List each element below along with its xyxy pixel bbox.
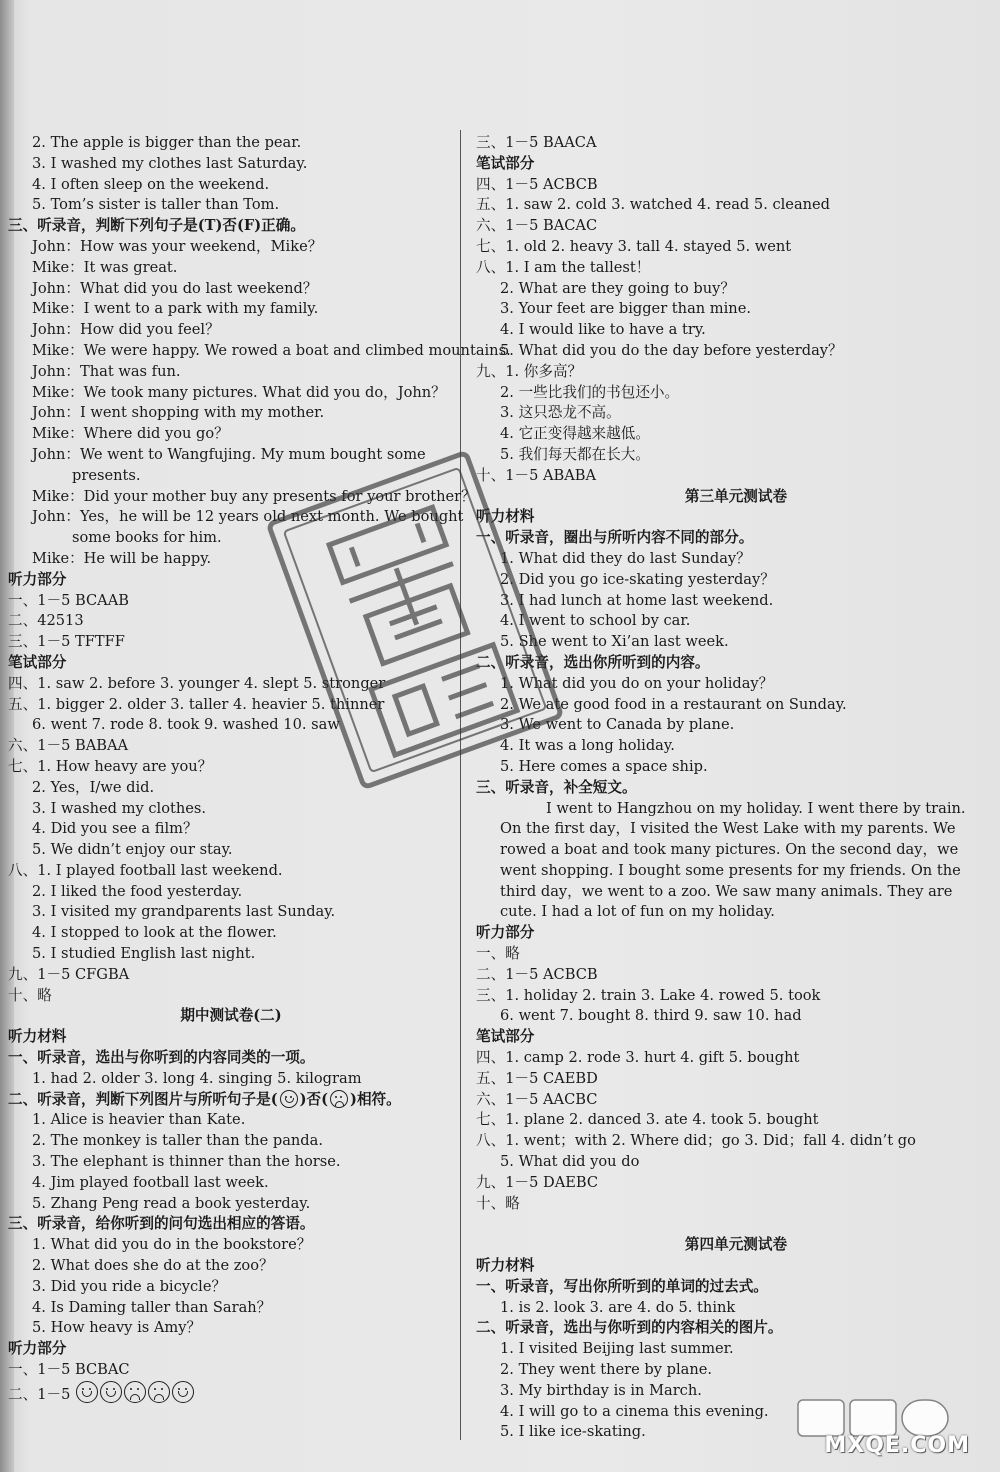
right-column-line: 三、1. holiday 2. train 3. Lake 4. rowed 5. took	[476, 986, 821, 1004]
left-column-line: Mike：It was great.	[32, 258, 178, 276]
left-column-line: 二、42513	[8, 612, 84, 630]
left-column-line: 4. Did you see a film？	[32, 820, 198, 838]
right-column-line: 一、听录音，圈出与所听内容不同的部分。	[476, 529, 754, 547]
left-column-line: 五、1. bigger 2. older 3. taller 4. heavier 5. thinner	[8, 695, 385, 713]
right-column-line: 七、1. old 2. heavy 3. tall 4. stayed 5. went	[476, 237, 792, 255]
frowning-face-icon	[124, 1381, 146, 1403]
right-column-line: 九、1－5 DAEBC	[476, 1173, 599, 1191]
left-column-line: 3. I washed my clothes last Saturday.	[32, 154, 308, 172]
left-column-line: 4. Is Daming taller than Sarah？	[32, 1298, 272, 1316]
right-column-line: 一、略	[476, 945, 520, 963]
right-column-line: 五、1－5 CAEBD	[476, 1069, 598, 1087]
left-column-line: Mike：Where did you go？	[32, 425, 229, 443]
smiley-face-icon	[280, 1090, 298, 1108]
left-column-line: 期中测试卷(二)	[180, 1007, 282, 1025]
right-column-line: 听力材料	[476, 1257, 535, 1275]
right-column-line: rowed a boat and took many pictures. On the second day，we	[500, 841, 959, 859]
left-column-line: 一、1－5 BCAAB	[8, 591, 129, 609]
left-column-line: 三、听录音，给你听到的问句选出相应的答语。	[8, 1215, 315, 1233]
right-column-line: 2. 一些比我们的书包还小。	[500, 383, 680, 401]
left-column-line: 2. The monkey is taller than the panda.	[32, 1132, 323, 1150]
left-column-line: Mike：Did your mother buy any presents for your brother？	[32, 487, 476, 505]
right-column-line: 六、1－5 BACAC	[476, 217, 598, 235]
right-column-line: 第三单元测试卷	[684, 487, 788, 505]
right-column-line: cute. I had a lot of fun on my holiday.	[500, 903, 775, 921]
right-column-line: 3. We went to Canada by plane.	[500, 716, 735, 734]
right-column-line: 九、1. 你多高？	[476, 362, 583, 380]
column-divider	[460, 130, 461, 1440]
right-column-line: 听力部分	[476, 924, 535, 942]
left-column-line: 1. What did you do in the bookstore？	[32, 1236, 312, 1254]
right-column-line: 2. We ate good food in a restaurant on Sunday.	[500, 695, 847, 713]
right-column	[476, 133, 996, 1443]
right-column-line: 二、听录音，选出你所听到的内容。	[476, 653, 710, 671]
right-column-line: 四、1－5 ACBCB	[476, 175, 598, 193]
frowning-face-icon	[330, 1090, 348, 1108]
left-column-line: John：How was your weekend，Mike？	[32, 237, 323, 255]
left-column-line: 一、听录音，选出与你听到的内容同类的一项。	[8, 1049, 315, 1067]
left-column-line: 5. How heavy is Amy？	[32, 1319, 202, 1337]
right-column-line: 5. I like ice-skating.	[500, 1423, 646, 1441]
left-column-line: Mike：We were happy. We rowed a boat and climbed mountains.	[32, 341, 511, 359]
right-column-line: 六、1－5 AACBC	[476, 1090, 598, 1108]
left-column-line: Mike：He will be happy.	[32, 549, 212, 567]
left-column-line: John：How did you feel？	[32, 321, 220, 339]
right-column-line: 1. What did they do last Sunday？	[500, 549, 751, 567]
right-column-line: 4. I will go to a cinema this evening.	[500, 1402, 769, 1420]
left-column-line: 九、1－5 CFGBA	[8, 965, 130, 983]
site-watermark	[788, 1396, 988, 1466]
right-column-line: 三、1－5 BAACA	[476, 134, 597, 151]
left-column-line: 笔试部分	[8, 653, 67, 671]
right-column-line: 4. 它正变得越来越低。	[500, 425, 650, 443]
right-column-line: 4. I would like to have a try.	[500, 321, 706, 339]
smiley-face-icon	[100, 1381, 122, 1403]
left-column-line: Mike：I went to a park with my family.	[32, 300, 319, 318]
right-column-line: 第四单元测试卷	[684, 1236, 788, 1254]
left-column-line: 六、1－5 BABAA	[8, 737, 129, 755]
right-column-line: 十、略	[476, 1194, 520, 1212]
left-column-line: John：That was fun.	[32, 362, 181, 380]
left-column-line: 3. The elephant is thinner than the horse.	[32, 1153, 341, 1171]
right-column-line: 2. What are they going to buy？	[500, 279, 735, 297]
left-column-line: 三、1－5 TFTFF	[8, 633, 125, 651]
right-column-line: 1. What did you do on your holiday？	[500, 674, 774, 692]
left-column-line: John：What did you do last weekend？	[32, 279, 318, 297]
left-column-line: presents.	[72, 466, 141, 484]
left-column-line: John：I went shopping with my mother.	[32, 404, 325, 422]
left-column-line: 5. Tom’s sister is taller than Tom.	[32, 196, 280, 214]
left-column-line: 七、1. How heavy are you？	[8, 757, 213, 775]
left-column-line: 3. Did you ride a bicycle？	[32, 1277, 227, 1295]
right-column-line	[476, 1214, 996, 1235]
left-column-line: 6. went 7. rode 8. took 9. washed 10. saw	[32, 716, 340, 734]
left-column-line: 一、1－5 BCBAC	[8, 1361, 130, 1379]
left-column-line: 4. Jim played football last week.	[32, 1173, 269, 1191]
right-column-line: 四、1. camp 2. rode 3. hurt 4. gift 5. bought	[476, 1049, 800, 1067]
left-column-line: 4. I often sleep on the weekend.	[32, 175, 270, 193]
right-column-line: 4. It was a long holiday.	[500, 737, 675, 755]
right-column-line: 5. What did you do	[500, 1153, 640, 1171]
right-column-line: 八、1. went；with 2. Where did；go 3. Did；fall 4. didn’t go	[476, 1132, 916, 1150]
frowning-face-icon	[148, 1381, 170, 1403]
right-column-line: 一、听录音，写出你所听到的单词的过去式。	[476, 1277, 768, 1295]
right-column-line: 5. She went to Xi’an last week.	[500, 633, 729, 651]
left-column-line: John：We went to Wangfujing. My mum bought some	[32, 445, 426, 463]
right-column-line: 二、1－5 ACBCB	[476, 965, 598, 983]
right-column-line: 八、1. I am the tallest！	[476, 258, 651, 276]
left-column-line: some books for him.	[72, 529, 222, 547]
left-column-line: 十、略	[8, 986, 52, 1004]
right-column-line: 3. 这只恐龙不高。	[500, 404, 621, 422]
left-column-line: 听力部分	[8, 570, 67, 588]
right-column-line: 3. Your feet are bigger than mine.	[500, 300, 751, 318]
left-column-line: 2. The apple is bigger than the pear.	[32, 134, 302, 151]
left-column-line: 听力材料	[8, 1028, 67, 1046]
right-column-line: 笔试部分	[476, 1028, 535, 1046]
right-column-line: third day，we went to a zoo. We saw many animals. They are	[500, 882, 953, 900]
smiley-face-icon	[172, 1381, 194, 1403]
right-column-line: 6. went 7. bought 8. third 9. saw 10. had	[500, 1007, 802, 1025]
right-column-line: 3. My birthday is in March.	[500, 1381, 702, 1399]
right-column-line: 5. 我们每天都在长大。	[500, 445, 650, 463]
left-column-line: 3. I visited my grandparents last Sunday.	[32, 903, 336, 921]
right-column-line: 2. They went there by plane.	[500, 1361, 713, 1379]
left-column-line: 1. had 2. older 3. long 4. singing 5. kilogram	[32, 1069, 362, 1087]
right-column-line: 1. I visited Beijing last summer.	[500, 1340, 734, 1358]
left-column-line: 5. Zhang Peng read a book yesterday.	[32, 1194, 311, 1212]
left-column-line: 二、1－5	[8, 1381, 454, 1402]
right-column-line: 2. Did you go ice-skating yesterday？	[500, 570, 775, 588]
right-column-line: 二、听录音，选出与你听到的内容相关的图片。	[476, 1319, 783, 1337]
right-column-line: 笔试部分	[476, 154, 535, 172]
right-column-line: 十、1－5 ABABA	[476, 466, 597, 484]
left-column-line: 5. We didn’t enjoy our stay.	[32, 841, 233, 859]
watermark-text: MXQE.COM	[824, 1433, 970, 1458]
left-column-line: 听力部分	[8, 1340, 67, 1358]
right-column-line: 三、听录音，补全短文。	[476, 778, 637, 796]
right-column-line: 3. I had lunch at home last weekend.	[500, 591, 774, 609]
right-column-line: 听力材料	[476, 508, 535, 526]
right-column-line: went shopping. I bought some presents for my friends. On the	[500, 861, 961, 879]
left-column-line: 二、听录音，判断下列图片与所听句子是( )否( )相符。	[8, 1090, 401, 1108]
right-column-line: 1. is 2. look 3. are 4. do 5. think	[500, 1298, 736, 1316]
left-column-line: 2. What does she do at the zoo？	[32, 1257, 274, 1275]
right-column-line: I went to Hangzhou on my holiday. I went there by train.	[546, 799, 966, 817]
smiley-face-icon	[76, 1381, 98, 1403]
left-column-line: 三、听录音，判断下列句子是(T)否(F)正确。	[8, 217, 305, 235]
left-column-line: 3. I washed my clothes.	[32, 799, 207, 817]
left-column-line: 2. I liked the food yesterday.	[32, 882, 243, 900]
left-column-line: 八、1. I played football last weekend.	[8, 861, 283, 879]
left-column-line: John：Yes，he will be 12 years old next month. We bought	[32, 508, 464, 526]
left-column-line: Mike：We took many pictures. What did you do，John？	[32, 383, 446, 401]
right-column-line: 五、1. saw 2. cold 3. watched 4. read 5. cleaned	[476, 196, 831, 214]
right-column-line: 4. I went to school by car.	[500, 612, 691, 630]
left-column-line: 4. I stopped to look at the flower.	[32, 924, 277, 942]
left-column-line: 5. I studied English last night.	[32, 945, 256, 963]
right-column-line: 5. Here comes a space ship.	[500, 757, 708, 775]
right-column-line: On the first day，I visited the West Lake with my parents. We	[500, 820, 956, 838]
left-column-line: 四、1. saw 2. before 3. younger 4. slept 5. stronger	[8, 674, 386, 692]
right-column-line: 七、1. plane 2. danced 3. ate 4. took 5. bought	[476, 1111, 819, 1129]
left-column-line: 1. Alice is heavier than Kate.	[32, 1111, 246, 1129]
left-column-line: 2. Yes，I/we did.	[32, 778, 155, 796]
right-column-line: 5. What did you do the day before yesterday？	[500, 341, 843, 359]
